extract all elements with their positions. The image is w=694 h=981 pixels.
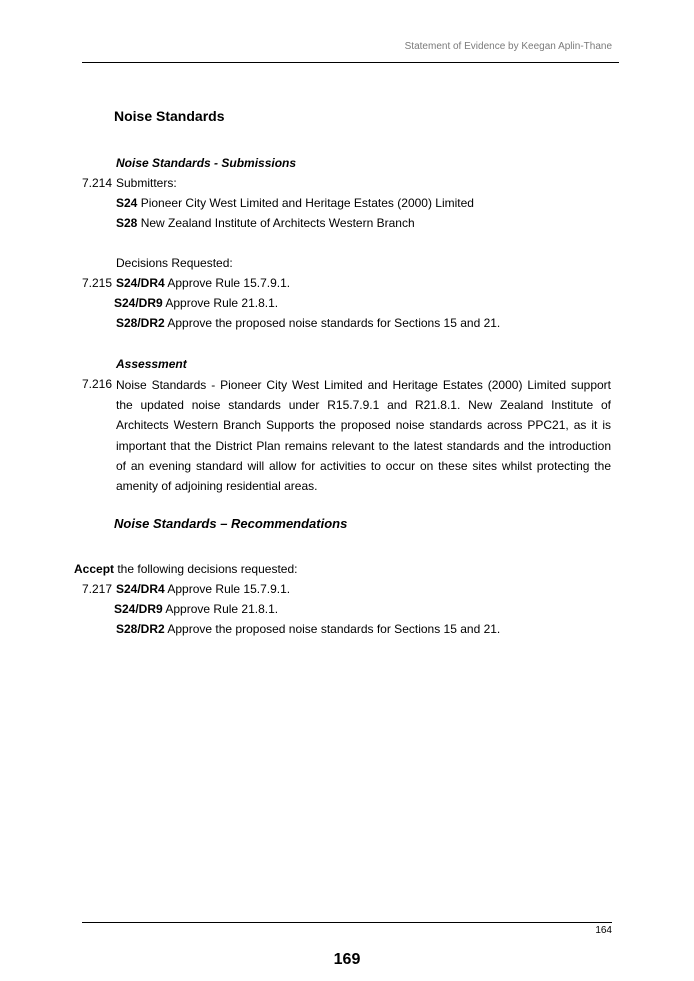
accept-label: Accept — [74, 562, 115, 576]
recommendation-text: Approve Rule 21.8.1. — [165, 602, 279, 616]
header-text: Statement of Evidence by Keegan Aplin-Thane — [404, 41, 612, 52]
submitter-code: S28 — [116, 216, 138, 230]
submitter-text: Pioneer City West Limited and Heritage Estates (2000) Limited — [140, 196, 474, 210]
header-rule — [82, 62, 619, 63]
recommendations-heading: Noise Standards – Recommendations — [114, 516, 348, 531]
decision-text: Approve the proposed noise standards for Sections 15 and 21. — [167, 316, 501, 330]
decision-item — [114, 293, 278, 313]
recommendation-code: S24/DR4 — [116, 582, 165, 596]
recommendation-item — [116, 619, 500, 639]
submitter-code: S24 — [116, 196, 138, 210]
submitter-text: New Zealand Institute of Architects Western Branch — [140, 216, 415, 230]
decision-code: S24/DR4 — [116, 276, 165, 290]
paragraph-number: 7.215 — [82, 276, 113, 290]
submitter-item — [116, 193, 474, 213]
recommendation-text: Approve the proposed noise standards for Sections 15 and 21. — [167, 622, 501, 636]
assessment-paragraph: Noise Standards - Pioneer City West Limited and Heritage Estates (2000) Limited support the updated noise standards under R15.7.9.1 and R21.8.1. New Zealand Institute of Architects Western Branch Supports the proposed noise standards across PPC21, as it is important that the District Plan remains relevant to the latest standards and the introduction of an evening standard will allow for activities to occur on these sites whilst protecting the amenity of adjoining residential areas. — [116, 378, 611, 494]
submitter-item — [116, 213, 415, 233]
decision-item — [116, 313, 500, 333]
recommendation-code: S28/DR2 — [116, 622, 165, 636]
decision-code: S24/DR9 — [114, 296, 163, 310]
accept-line — [74, 559, 297, 579]
section-title: Noise Standards — [114, 108, 225, 124]
recommendation-item — [114, 599, 278, 619]
submitters-label: Submitters: — [116, 176, 177, 190]
footer-rule — [82, 922, 612, 923]
page-number: 164 — [595, 925, 612, 936]
decision-item — [116, 273, 290, 293]
decision-text: Approve Rule 15.7.9.1. — [167, 276, 291, 290]
accept-text: the following decisions requested: — [114, 562, 298, 576]
decisions-label: Decisions Requested: — [116, 256, 233, 270]
decision-code: S28/DR2 — [116, 316, 165, 330]
paragraph-number: 7.214 — [82, 176, 113, 190]
recommendation-code: S24/DR9 — [114, 602, 163, 616]
decision-text: Approve Rule 21.8.1. — [165, 296, 279, 310]
recommendation-text: Approve Rule 15.7.9.1. — [167, 582, 291, 596]
recommendation-item — [116, 579, 290, 599]
submissions-heading: Noise Standards - Submissions — [116, 156, 297, 170]
paragraph-number: 7.216 — [82, 377, 113, 391]
document-page-number: 169 — [333, 951, 361, 968]
paragraph-number: 7.217 — [82, 582, 113, 596]
assessment-heading: Assessment — [116, 357, 187, 371]
